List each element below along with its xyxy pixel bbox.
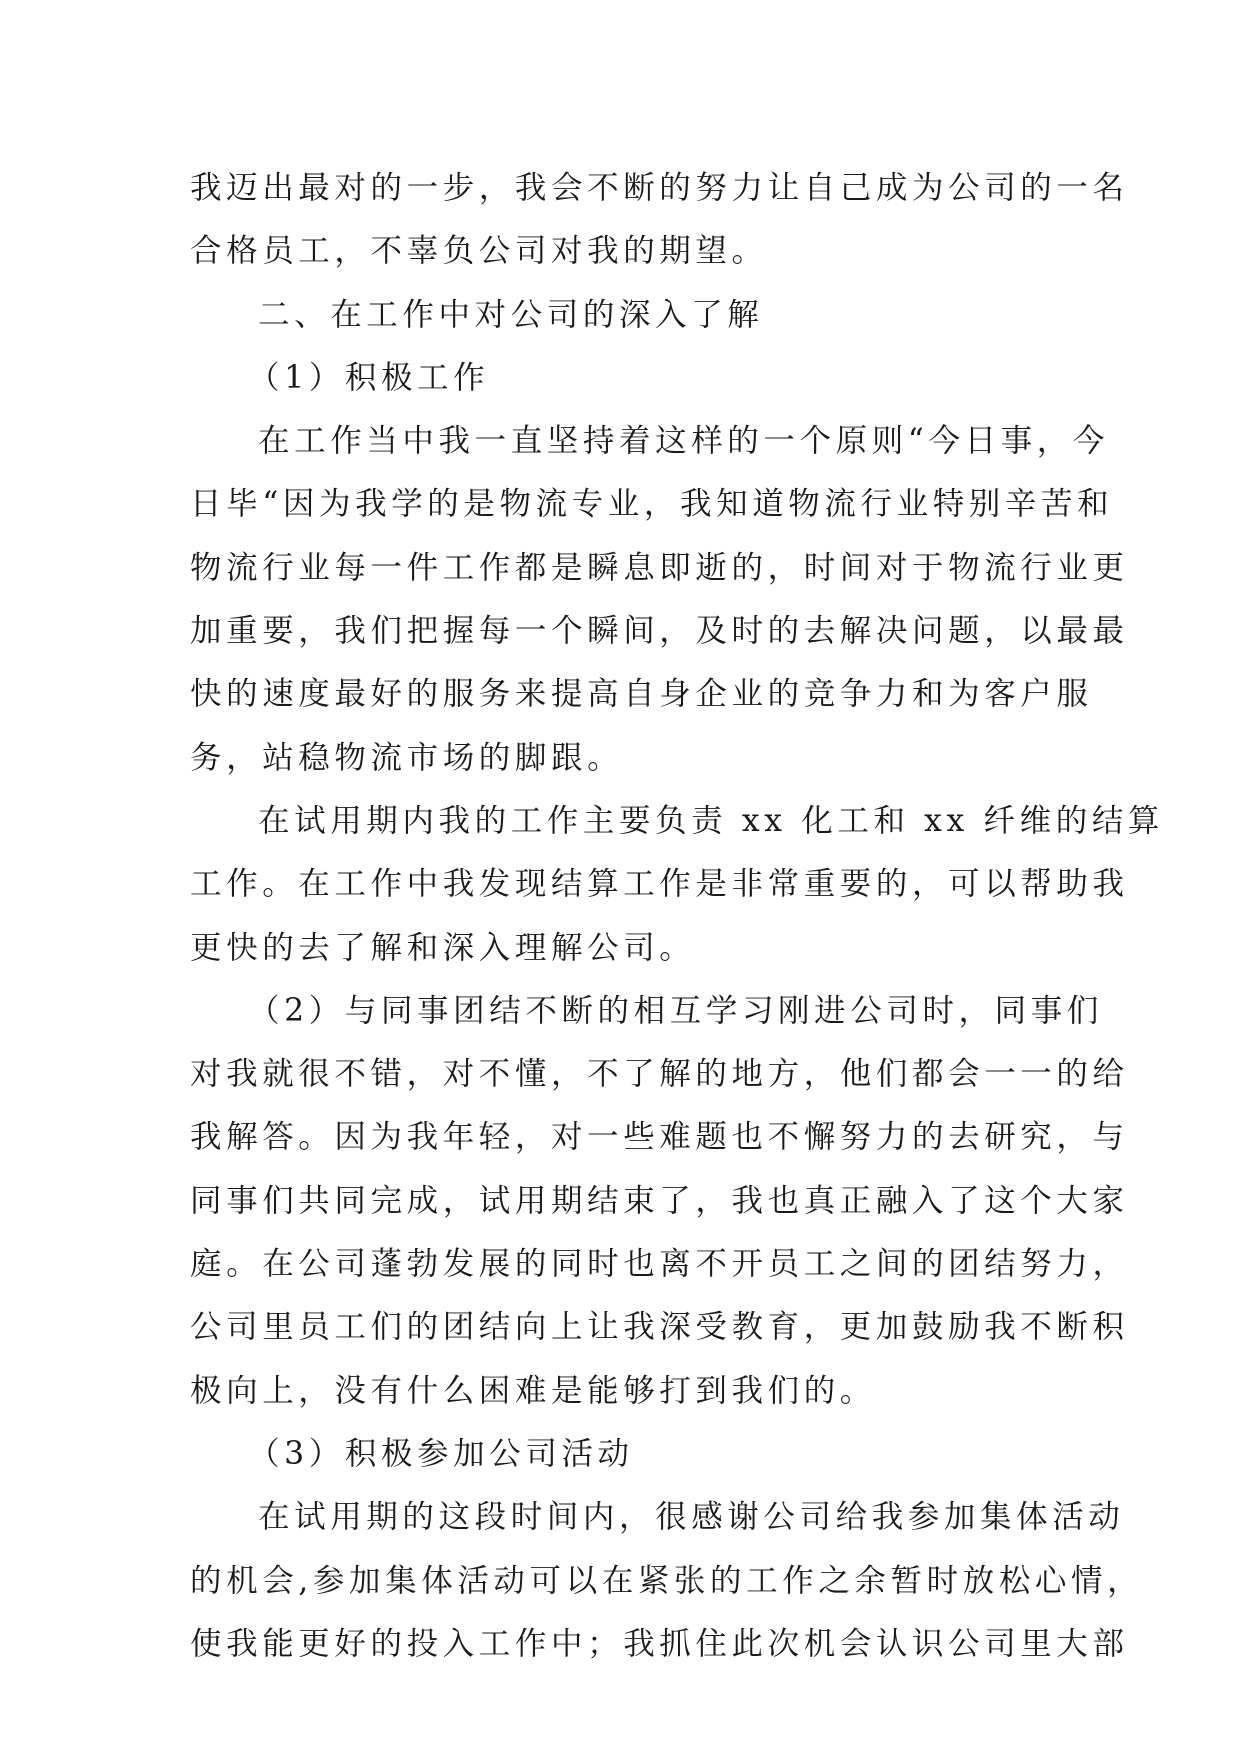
text-line: 在试用期的这段时间内，很感谢公司给我参加集体活动: [258, 1499, 1125, 1536]
text-line: 更快的去了解和深入理解公司。: [190, 929, 696, 966]
text-line: 日毕“因为我学的是物流专业，我知道物流行业特别辛苦和: [190, 486, 1114, 523]
text-line: 同事们共同完成，试用期结束了，我也真正融入了这个大家: [190, 1182, 1129, 1219]
text-line: 我迈出最对的一步，我会不断的努力让自己成为公司的一名: [190, 170, 1129, 206]
text-line: 公司里员工们的团结向上让我深受教育，更加鼓励我不断积: [190, 1309, 1129, 1346]
text-line: 极向上，没有什么困难是能够打到我们的。: [190, 1372, 876, 1409]
text-line: 使我能更好的投入工作中；我抓住此次机会认识公司里大部: [190, 1625, 1129, 1662]
text-line: 对我就很不错，对不懂，不了解的地方，他们都会一一的给: [190, 1056, 1129, 1093]
text-line: 快的速度最好的服务来提高自身企业的竞争力和为客户服: [190, 676, 1093, 713]
text-line: 加重要，我们把握每一个瞬间，及时的去解决问题，以最最: [190, 613, 1129, 650]
text-line: 物流行业每一件工作都是瞬息即逝的，时间对于物流行业更: [190, 549, 1129, 586]
section-heading: 二、在工作中对公司的深入了解: [258, 296, 764, 333]
text-line: 在工作当中我一直坚持着这样的一个原则“今日事，今: [258, 423, 1110, 460]
subsection-heading: （3）积极参加公司活动: [248, 1435, 634, 1472]
text-line: 的机会,参加集体活动可以在紧张的工作之余暂时放松心情，: [190, 1562, 1144, 1599]
text-line: 我解答。因为我年轻，对一些难题也不懈努力的去研究，与: [190, 1119, 1129, 1156]
text-line: 务，站稳物流市场的脚跟。: [190, 739, 624, 776]
text-line: 合格员工，不辜负公司对我的期望。: [190, 233, 768, 270]
text-line: 庭。在公司蓬勃发展的同时也离不开员工之间的团结努力，: [190, 1246, 1129, 1283]
text-line: 在试用期内我的工作主要负责 xx 化工和 xx 纤维的结算: [258, 802, 1165, 839]
text-line: 工作。在工作中我发现结算工作是非常重要的，可以帮助我: [190, 866, 1129, 903]
subsection-heading: （1）积极工作: [248, 359, 490, 396]
document-body: [190, 157, 1165, 1676]
subsection-heading: （2）与同事团结不断的相互学习刚进公司时，同事们: [248, 992, 1103, 1029]
